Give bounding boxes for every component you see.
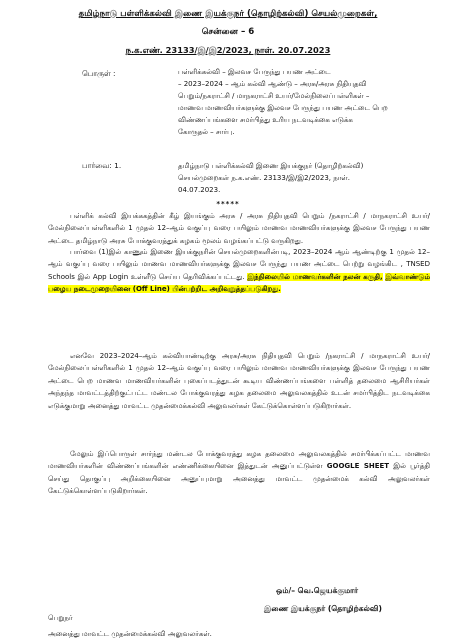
section-divider: ***** xyxy=(216,200,240,208)
highlight-text: இந்நிலையில் மாணவர்களின் நலன் கருதி, xyxy=(247,272,383,281)
recipient-text: அனைத்து மாவட்ட முதன்மைக்கல்வி அலுவலர்கள். xyxy=(48,630,212,638)
paragraph-1-text: பள்ளிக் கல்வி இயக்ககத்தின் கீழ் இயங்கும் அரசு / அரசு நிதியுதவி பெறும் /நகராட்சி / மாநகராட்சி உயர்/மேல்நிலைப்பள்ளிகளில் 1 முதல் 12–ஆம் வகுப்பு வரை பயிலும் மாணவ மாணவியர்களுக்கு இலவச பேருந்து பயண அட்டை தமிழ்நாடு அரசு போக்குவரத்துக் கழகம் மூலம் வழங்கப்பட்டு வருகிறது. xyxy=(48,212,430,245)
header-title: தமிழ்நாடு பள்ளிக்கல்வி இணை இயக்குநர் (தொழிற்கல்வி) செயல்முறைகள், xyxy=(78,9,378,19)
reference-line: தமிழ்நாடு பள்ளிக்கல்வி இணை இயக்குநர் (தொழிற்கல்வி) xyxy=(178,162,364,170)
reference-line: செயல்முறைகள் ந.க.எண். 23133/இ/இ2/2023, நாள். xyxy=(178,174,350,182)
paragraph-3-text: எனவே 2023–2024–ஆம் கல்வியாண்டிற்கு அரசு/அரசு நிதியுதவி பெறும் /நகராட்சி / மாநகராட்சி உயர்/மேல்நிலைப்பள்ளிகளில் 1 முதல் 12–ஆம் வகுப்பு வரை பயிலும் மாணவ மாணவியர்களுக்கு இலவச பேருந்து பயண அட்டை பெற மாணவ மாணவியர்களின் புகைப்படத்துடன் கூடிய விண்ணப்பங்களை பள்ளித் தலைமை ஆசிரியர்கள் அந்தந்த மாவட்டத்திற்குட்பட்ட மண்டல போக்குவரத்து கழக தலைமை அலுவலகத்தில் உடன் சமர்பித்திட நடவடிக்கை எடுக்குமாறு அனைத்து மாவட்ட முதன்மைக்கல்வி அலுவலர்கள் கேட்டுக்கொள்ளப்படுகிறார்கள். xyxy=(48,352,430,410)
google-sheet-reference: GOOGLE SHEET xyxy=(326,462,390,471)
paragraph-2 xyxy=(48,246,430,296)
reference-label: பார்வை: 1. xyxy=(82,161,122,170)
signature-name: ஒம்/– வெ.ஜெயக்குமார் xyxy=(276,586,359,595)
subject-text xyxy=(178,66,430,138)
subject-line: பள்ளிக்கல்வி – இலவச பேருந்து பயண அட்டை xyxy=(178,68,331,76)
reference-line: 04.07.2023. xyxy=(178,186,221,194)
recipient-label: பெறுநர் xyxy=(48,614,73,622)
subject-line: கோருதல் – சார்பு. xyxy=(178,128,235,136)
reference-text xyxy=(178,160,430,196)
subject-line: மாணவ மாணவியர்களுக்கு இலவச பேருந்து பயண அட்டை பெற xyxy=(178,104,388,112)
paragraph-4 xyxy=(48,448,430,498)
paragraph-4-text: மேலும் இப்பொருள் சார்ந்து மண்டல போக்குவரத்து கழக தலைமை அலுவலகத்தில் சமர்பிக்கப்பட்ட மாணவ மாணவியர்களின் விண்ணப்பங்களின் எண்ணிக்கையினை இத்துடன் அனுப்பட்டுள்ள xyxy=(48,450,430,471)
subject-line: பெறும்/நகராட்சி / மாநகராட்சி உயர்/மேல்நிலைப்பள்ளிகள் – xyxy=(178,92,370,100)
signature-designation: இணை இயக்குநர் (தொழிற்கல்வி) xyxy=(264,604,383,613)
header-city: சென்னை – 6 xyxy=(201,27,255,37)
subject-line: விண்ணப்பங்களை சமர்பித்து உரிய நடவடிக்கை எடுக்க xyxy=(178,116,353,124)
paragraph-3 xyxy=(48,350,430,412)
header-reference-number: ந.க.எண். 23133/இ/இ2/2023, நாள். 20.07.2023 xyxy=(125,45,331,55)
subject-line: – 2023–2024 – ஆம் கல்வி ஆண்டு – அரசு/அரசு நிதியுதவி xyxy=(178,80,367,88)
paragraph-1 xyxy=(48,210,430,247)
paragraph-4-text: இல் பூர்த்தி செய்து தொகுப்பு அறிக்கையினை அனுப்புமாறு அனைத்து மாவட்ட முதன்மைக் கல்வி அலுவலர்கள் கேட்டுக்கொள்ளப்படுகிறார்கள். xyxy=(48,462,431,496)
subject-label: பொருள் : xyxy=(82,69,116,78)
highlight-text: இவ்வாண்டும் பழைய நடைமுறையினை (Off Line) பின்பற்றிட அறிவுறுத்தப்படுகிறது. xyxy=(48,272,430,294)
paragraph-2-text: பார்வை (1)இல் காணும் இணை இயக்குநரின் செயல்முறைகளின்படி, 2023–2024 ஆம் ஆண்டிற்கு 1 முதல் 12–ஆம் வகுப்பு வரை பயிலும் மாணவ மாணவியர்களுக்கு இலவச பேருந்து பயண அட்டை பெற்று வழங்கிட , TNSED Schools இல் App Login உள்ளீடு செய்ய தெரிவிக்கப்பட்டது. xyxy=(48,248,430,281)
